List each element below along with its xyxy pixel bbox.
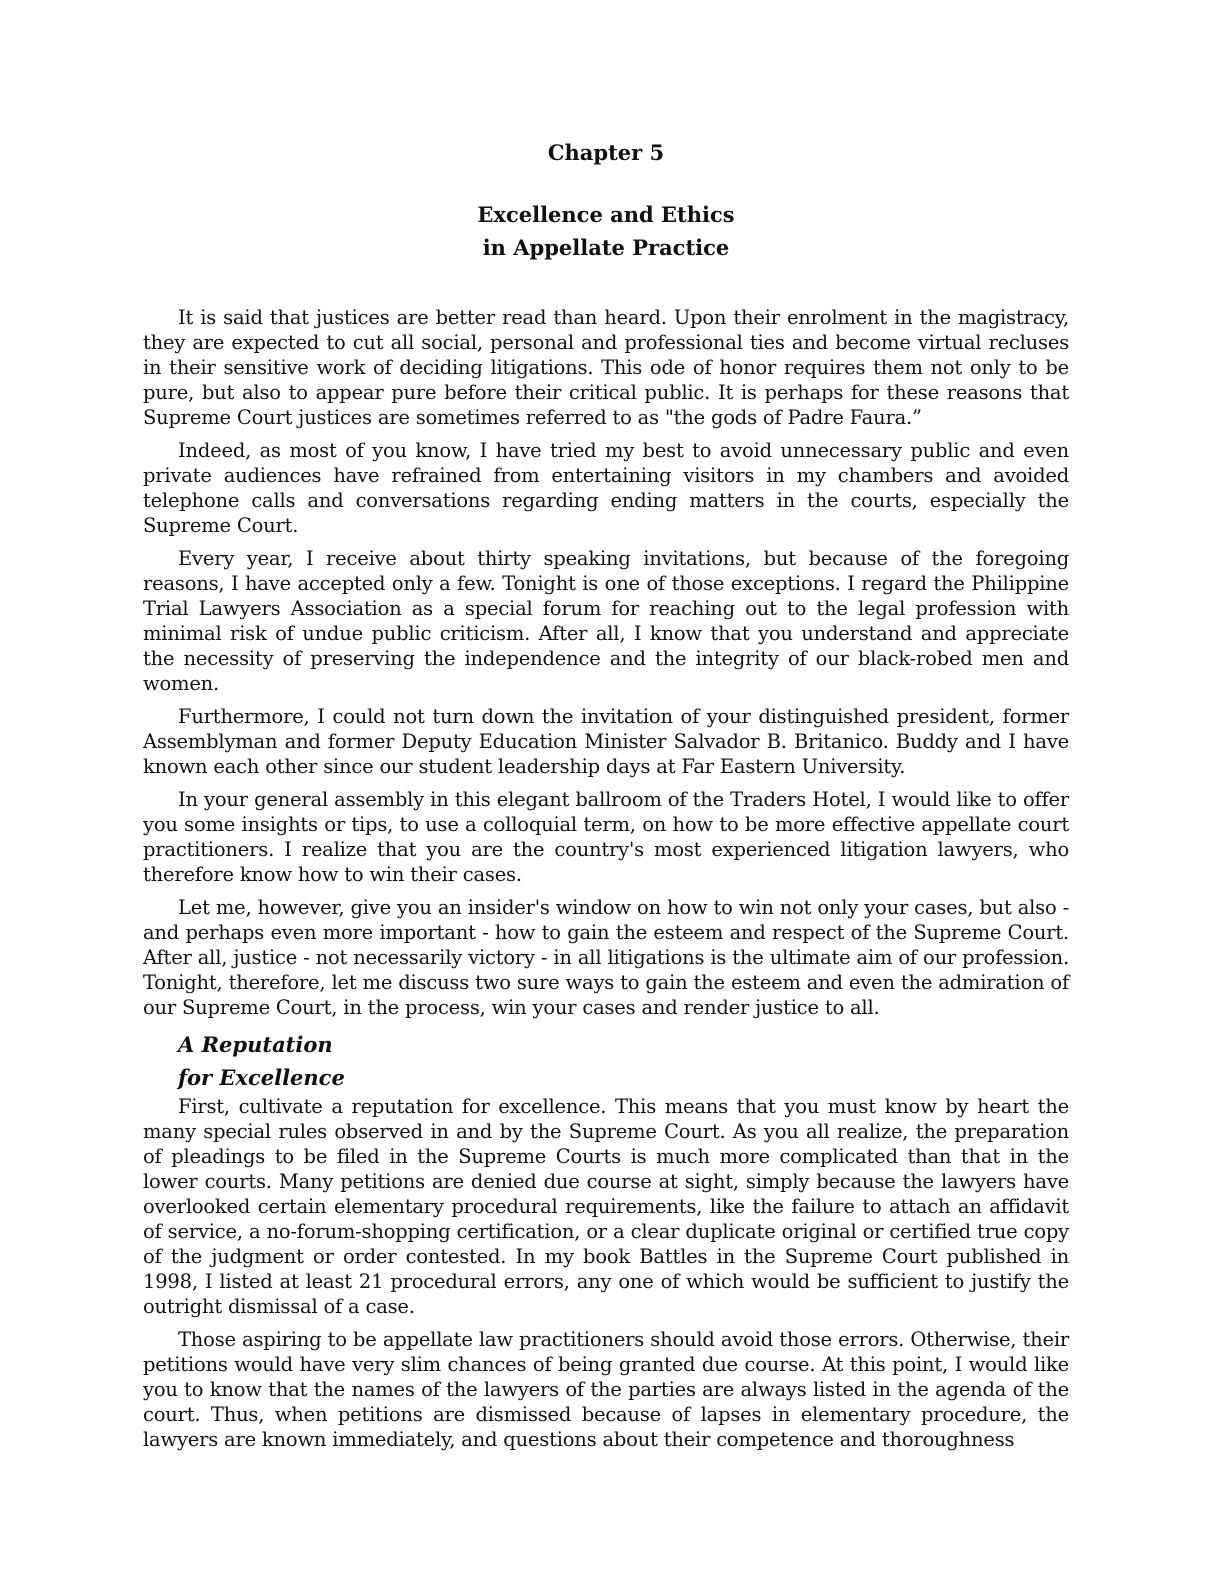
paragraph: Those aspiring to be appellate law practitioners should avoid those errors. Otherwise, their petitions would have very slim chances of being granted due course. At this point, I would like you to know that the names of the lawyers of the parties are always listed in the agenda of the court. Thus, when petitions are dismissed because of lapses in elementary procedure, the lawyers are known immediately, and questions about their competence and thoroughness xyxy=(143,1328,1069,1451)
subheading-line-2: for Excellence xyxy=(178,1065,345,1090)
document-page xyxy=(143,140,1069,1460)
paragraph: It is said that justices are better read than heard. Upon their enrolment in the magistracy, they are expected to cut all social, personal and professional ties and become virtual recluses in their sensitive work of deciding litigations. This ode of honor requires them not only to be pure, but also to appear pure before their critical public. It is perhaps for these reasons that Supreme Court justices are sometimes referred to as "the gods of Padre Faura.” xyxy=(143,306,1069,429)
paragraph: In your general assembly in this elegant ballroom of the Traders Hotel, I would like to offer you some insights or tips, to use a colloquial term, on how to be more effective appellate court practitioners. I realize that you are the country's most experienced litigation lawyers, who therefore know how to win their cases. xyxy=(143,788,1069,886)
paragraph: First, cultivate a reputation for excellence. This means that you must know by heart the many special rules observed in and by the Supreme Court. As you all realize, the preparation of pleadings to be filed in the Supreme Courts is much more complicated than that in the lower courts. Many petitions are denied due course at sight, simply because the lawyers have overlooked certain elementary procedural requirements, like the failure to attach an affidavit of service, a no-forum-shopping certification, or a clear duplicate original or certified true copy of the judgment or order contested. In my book Battles in the Supreme Court published in 1998, I listed at least 21 procedural errors, any one of which would be sufficient to justify the outright dismissal of a case. xyxy=(143,1095,1069,1318)
paragraph: Every year, I receive about thirty speaking invitations, but because of the foregoing reasons, I have accepted only a few. Tonight is one of those exceptions. I regard the Philippine Trial Lawyers Association as a special forum for reaching out to the legal profession with minimal risk of undue public criticism. After all, I know that you understand and appreciate the necessity of preserving the independence and the integrity of our black-robed men and women. xyxy=(143,547,1069,695)
paragraph: Let me, however, give you an insider's window on how to win not only your cases, but also - and perhaps even more important - how to gain the esteem and respect of the Supreme Court. After all, justice - not necessarily victory - in all litigations is the ultimate aim of our profession. Tonight, therefore, let me discuss two sure ways to gain the esteem and even the admiration of our Supreme Court, in the process, win your cases and render justice to all. xyxy=(143,896,1069,1019)
chapter-heading: Chapter 5 xyxy=(547,140,665,165)
chapter-title-line-2: in Appellate Practice xyxy=(482,235,730,260)
chapter-title-line-1: Excellence and Ethics xyxy=(477,202,735,227)
paragraph: Indeed, as most of you know, I have tried my best to avoid unnecessary public and even private audiences have refrained from entertaining visitors in my chambers and avoided telephone calls and conversations regarding ending matters in the courts, especially the Supreme Court. xyxy=(143,439,1069,537)
section-subheading xyxy=(178,1028,1069,1094)
chapter-title xyxy=(143,198,1069,264)
paragraph: Furthermore, I could not turn down the invitation of your distinguished president, former Assemblyman and former Deputy Education Minister Salvador B. Britanico. Buddy and I have known each other since our student leadership days at Far Eastern University. xyxy=(143,705,1069,778)
subheading-line-1: A Reputation xyxy=(178,1032,333,1057)
